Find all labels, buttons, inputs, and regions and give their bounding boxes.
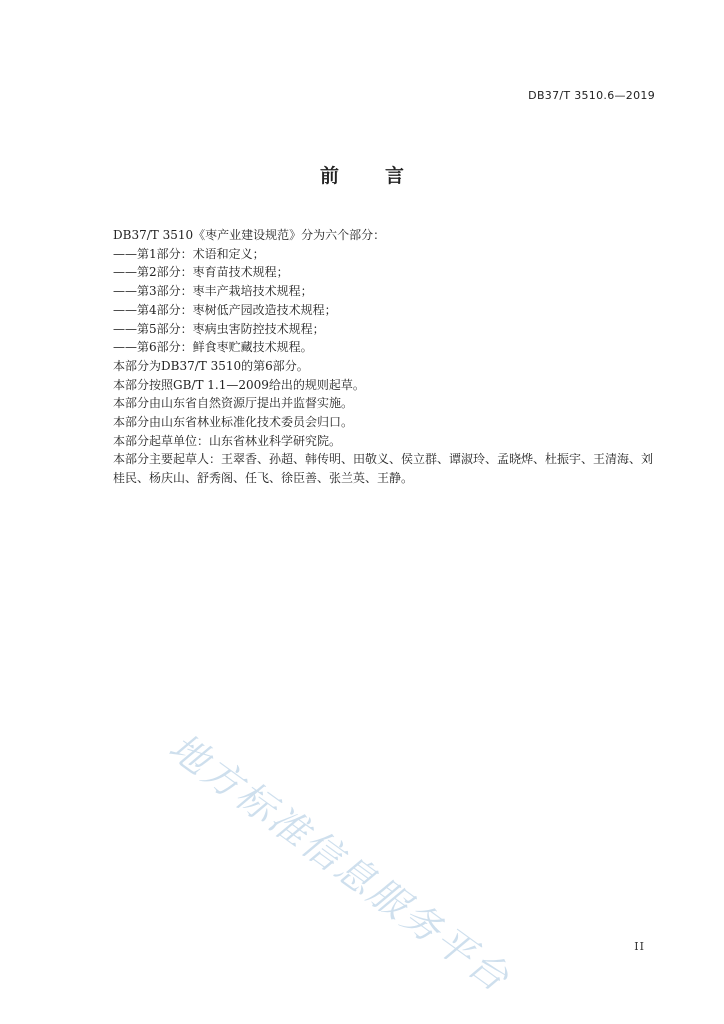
statement-paragraph: 本部分由山东省自然资源厅提出并监督实施。	[113, 396, 354, 411]
drafters-paragraph: 本部分主要起草人：王翠香、孙超、韩传明、田敬义、侯立群、谭淑玲、孟晓烨、杜振宇、王清海、刘桂民、杨庆山、舒秀阁、任飞、徐臣善、张兰英、王静。	[113, 452, 654, 486]
page-title: 前言	[319, 165, 450, 187]
statement-paragraph: 本部分起草单位：山东省林业科学研究院。	[113, 433, 342, 448]
page-number: II	[634, 940, 645, 953]
statement-paragraph: 本部分为DB37/T 3510的第6部分。	[113, 358, 309, 373]
part-item: ——第5部分：枣病虫害防控技术规程；	[113, 321, 325, 336]
part-item: ——第6部分：鲜食枣贮藏技术规程。	[113, 340, 313, 355]
foreword-body	[90, 226, 660, 488]
statement-paragraph: 本部分按照GB/T 1.1—2009给出的规则起草。	[113, 377, 365, 392]
statement-paragraph: 本部分由山东省林业标准化技术委员会归口。	[113, 415, 354, 430]
document-code: DB37/T 3510.6—2019	[528, 89, 655, 102]
intro-paragraph: DB37/T 3510《枣产业建设规范》分为六个部分：	[113, 228, 386, 242]
part-item: ——第2部分：枣育苗技术规程；	[113, 265, 289, 280]
watermark: 地方标准信息服务平台	[161, 724, 519, 1002]
part-item: ——第1部分：术语和定义；	[113, 246, 265, 261]
part-item: ——第3部分：枣丰产栽培技术规程；	[113, 284, 313, 299]
part-item: ——第4部分：枣树低产园改造技术规程；	[113, 302, 337, 317]
